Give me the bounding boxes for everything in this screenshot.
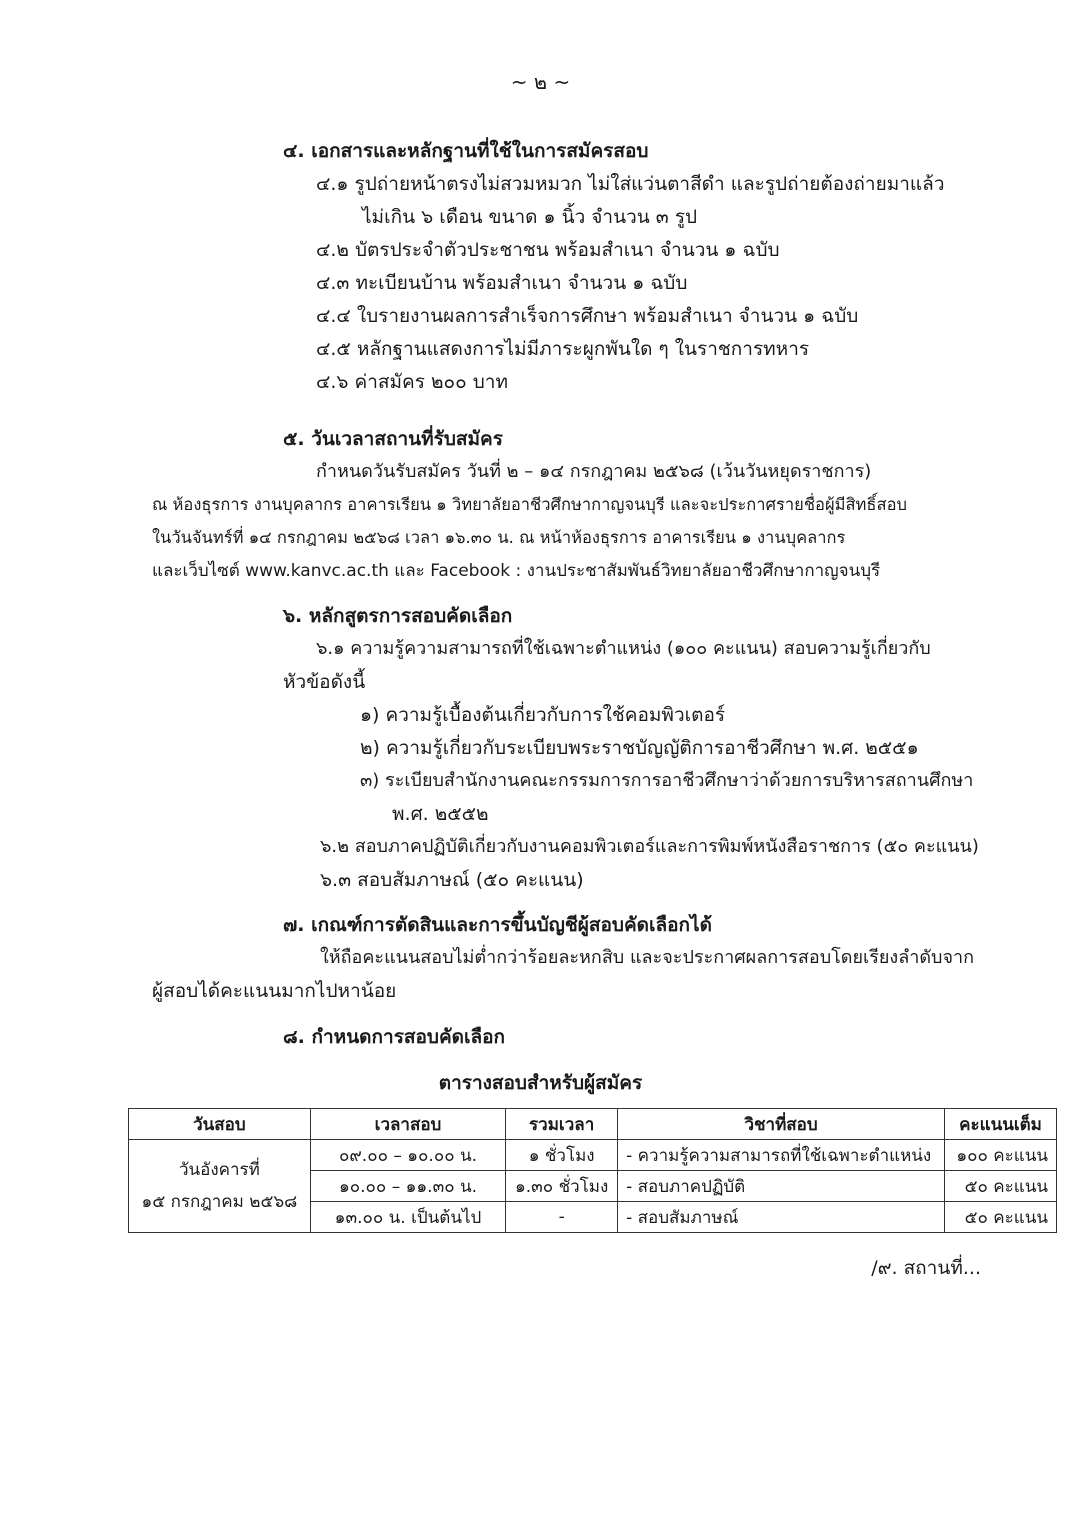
subject-cell: - สอบภาคปฏิบัติ [618,1171,945,1202]
section-8-heading: ๘. กำหนดการสอบคัดเลือก [283,1026,506,1048]
score-cell: ๑๐๐ คะแนน [945,1140,1057,1171]
section-4-item: ๔.๕ หลักฐานแสดงการไม่มีภาระผูกพันใด ๆ ในราชการทหาร [316,338,810,360]
exam-time-cell: ๑๐.๐๐ – ๑๑.๓๐ น. [310,1171,505,1202]
section-4-heading: ๔. เอกสารและหลักฐานที่ใช้ในการสมัครสอบ [283,140,649,162]
section-4-item: ไม่เกิน ๖ เดือน ขนาด ๑ นิ้ว จำนวน ๓ รูป [362,206,698,228]
section-5-line: ณ ห้องธุรการ งานบุคลากร อาคารเรียน ๑ วิทยาลัยอาชีวศึกษากาญจนบุรี และจะประกาศรายชื่อผู้มีสิทธิ์สอบ [152,495,907,514]
header-full-score: คะแนนเต็ม [945,1109,1057,1140]
exam-schedule-table [128,1108,1057,1233]
section-6-line: ๖.๒ สอบภาคปฏิบัติเกี่ยวกับงานคอมพิวเตอร์และการพิมพ์หนังสือราชการ (๕๐ คะแนน) [320,836,979,857]
section-5-line: กำหนดวันรับสมัคร วันที่ ๒ – ๑๔ กรกฎาคม ๒๕๖๘ (เว้นวันหยุดราชการ) [316,461,872,482]
section-6-line: ๒) ความรู้เกี่ยวกับระเบียบพระราชบัญญัติการอาชีวศึกษา พ.ศ. ๒๕๕๑ [360,737,919,759]
header-subject: วิชาที่สอบ [618,1109,945,1140]
subject-cell: - สอบสัมภาษณ์ [618,1202,945,1233]
section-7-line: ผู้สอบได้คะแนนมากไปหาน้อย [152,980,397,1002]
table-title: ตารางสอบสำหรับผู้สมัคร [438,1072,643,1094]
section-4-item: ๔.๓ ทะเบียนบ้าน พร้อมสำเนา จำนวน ๑ ฉบับ [316,272,688,294]
exam-date-line: ๑๕ กรกฎาคม ๒๕๖๘ [141,1192,298,1212]
subject-cell: - ความรู้ความสามารถที่ใช้เฉพาะตำแหน่ง [618,1140,945,1171]
table-header-row [129,1109,1057,1140]
section-6-line: ๓) ระเบียบสำนักงานคณะกรรมการการอาชีวศึกษาว่าด้วยการบริหารสถานศึกษา [360,770,974,791]
page-number: ~ ๒ ~ [510,70,571,94]
table-row [129,1140,1057,1171]
header-exam-date: วันสอบ [129,1109,311,1140]
section-4-item: ๔.๑ รูปถ่ายหน้าตรงไม่สวมหมวก ไม่ใส่แว่นตาสีดำ และรูปถ่ายต้องถ่ายมาแล้ว [316,173,945,195]
section-6-line: ๑) ความรู้เบื้องต้นเกี่ยวกับการใช้คอมพิวเตอร์ [360,704,726,726]
section-7-line: ให้ถือคะแนนสอบไม่ต่ำกว่าร้อยละหกสิบ และจะประกาศผลการสอบโดยเรียงลำดับจาก [320,947,975,968]
exam-time-cell: ๐๙.๐๐ – ๑๐.๐๐ น. [310,1140,505,1171]
section-6-line: หัวข้อดังนี้ [283,671,366,693]
exam-date-line: วันอังคารที่ [178,1160,260,1180]
header-duration: รวมเวลา [506,1109,618,1140]
section-7-heading: ๗. เกณฑ์การตัดสินและการขึ้นบัญชีผู้สอบคัดเลือกได้ [283,914,712,936]
duration-cell: ๑ ชั่วโมง [506,1140,618,1171]
section-6-line: ๖.๓ สอบสัมภาษณ์ (๕๐ คะแนน) [320,869,584,891]
continuation-note: /๙. สถานที่... [871,1257,981,1279]
section-5-heading: ๕. วันเวลาสถานที่รับสมัคร [283,428,503,450]
score-cell: ๕๐ คะแนน [945,1171,1057,1202]
exam-time-cell: ๑๓.๐๐ น. เป็นต้นไป [310,1202,505,1233]
score-cell: ๕๐ คะแนน [945,1202,1057,1233]
section-4-item: ๔.๒ บัตรประจำตัวประชาชน พร้อมสำเนา จำนวน ๑ ฉบับ [316,239,780,261]
duration-cell: ๑.๓๐ ชั่วโมง [506,1171,618,1202]
section-5-line: ในวันจันทร์ที่ ๑๔ กรกฎาคม ๒๕๖๘ เวลา ๑๖.๓๐ น. ณ หน้าห้องธุรการ อาคารเรียน ๑ งานบุคลากร [152,528,846,547]
duration-cell: - [506,1202,618,1233]
section-4-item: ๔.๔ ใบรายงานผลการสำเร็จการศึกษา พร้อมสำเนา จำนวน ๑ ฉบับ [316,305,859,327]
section-4-item: ๔.๖ ค่าสมัคร ๒๐๐ บาท [316,371,508,393]
section-6-line: ๖.๑ ความรู้ความสามารถที่ใช้เฉพาะตำแหน่ง (๑๐๐ คะแนน) สอบความรู้เกี่ยวกับ [316,638,931,659]
section-6-line: พ.ศ. ๒๕๕๒ [392,803,489,825]
exam-date-cell [129,1140,311,1233]
header-exam-time: เวลาสอบ [310,1109,505,1140]
section-5-line: และเว็บไซต์ www.kanvc.ac.th และ Facebook : งานประชาสัมพันธ์วิทยาลัยอาชีวศึกษากาญจนบุรี [152,561,881,581]
section-6-heading: ๖. หลักสูตรการสอบคัดเลือก [283,605,513,627]
